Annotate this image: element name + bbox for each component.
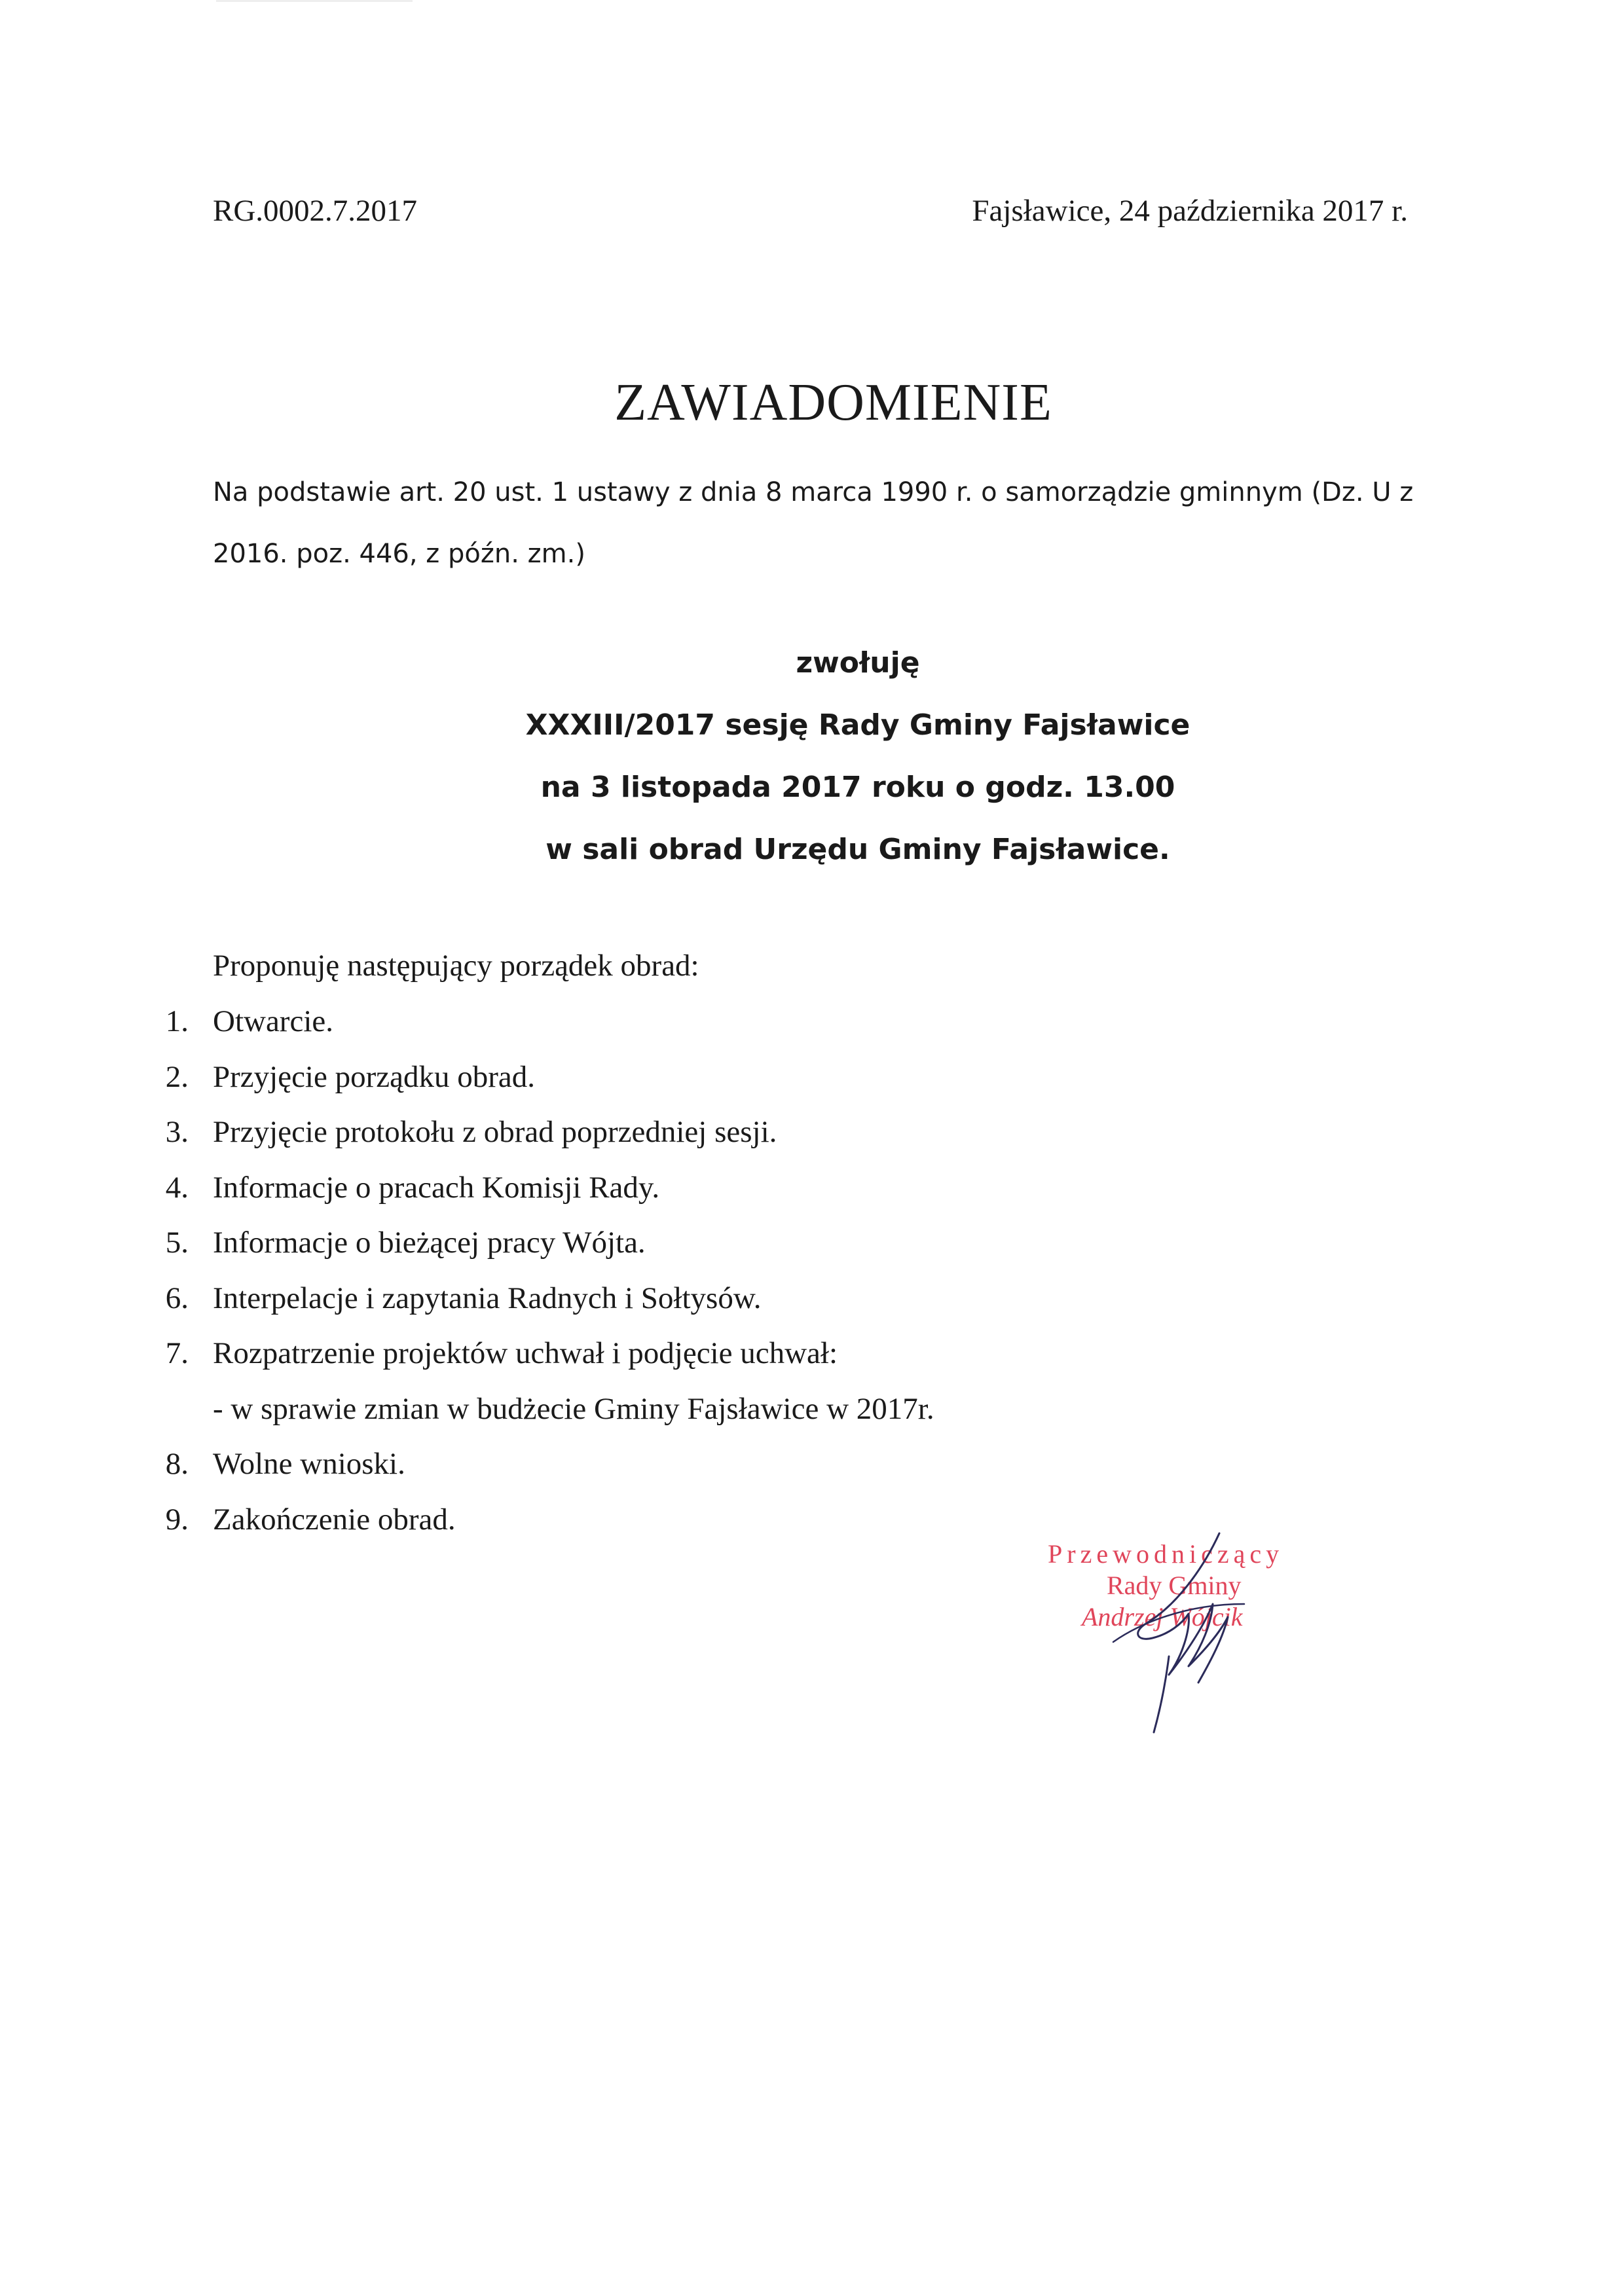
stamp-name: Andrzej Wójcik [1082,1602,1243,1631]
agenda-item [156,1112,1400,1168]
document-title: ZAWIADOMIENIE [614,374,1052,431]
agenda-list [156,1002,1400,1555]
agenda-item-number: 9. [165,1502,189,1537]
agenda-item-number: 5. [165,1226,189,1260]
agenda-item [156,1279,1400,1334]
session-name: XXXIII/2017 sesję Rady Gminy Fajsławice [525,708,1190,742]
agenda-item-text: Informacje o pracach Komisji Rady. [213,1170,660,1205]
agenda-item-number: 2. [165,1059,189,1094]
session-location: w sali obrad Urzędu Gminy Fajsławice. [545,833,1170,866]
convocation-verb: zwołuję [796,646,920,680]
reference-number: RG.0002.7.2017 [213,194,418,228]
agenda-item-text: Interpelacje i zapytania Radnych i Sołtysów. [213,1281,762,1315]
agenda-item-text: Zakończenie obrad. [213,1502,456,1537]
agenda-item-text: Przyjęcie protokołu z obrad poprzedniej sesji. [213,1115,777,1149]
agenda-item [156,1057,1400,1113]
agenda-item [156,1223,1400,1279]
agenda-item [156,1168,1400,1224]
agenda-item-text: Informacje o bieżącej pracy Wójta. [213,1226,646,1260]
agenda-item-number: 4. [165,1170,189,1205]
agenda-item [156,1002,1400,1057]
handwritten-signature [1048,1525,1323,1735]
convocation-block [0,632,1624,881]
agenda-item-number: 1. [165,1004,189,1038]
agenda-item-number: 6. [165,1281,189,1315]
agenda-item-text: Wolne wnioski. [213,1447,405,1481]
stamp-title: Przewodniczący [1048,1539,1284,1569]
agenda-item [156,1444,1400,1500]
agenda-item-text: - w sprawie zmian w budżecie Gminy Fajsławice w 2017r. [213,1391,934,1426]
agenda-item-number: 3. [165,1115,189,1149]
chairman-stamp [1048,1525,1323,1735]
agenda-item-text: Otwarcie. [213,1004,333,1038]
agenda-item-number: 8. [165,1447,189,1481]
scan-artifact [216,0,413,2]
stamp-council: Rady Gminy [1107,1571,1242,1600]
agenda-item-number: 7. [165,1336,189,1370]
legal-basis: Na podstawie art. 20 ust. 1 ustawy z dnia 8 marca 1990 r. o samorządzie gminnym (Dz. U z 2016. poz. 446, z późn. zm.) [213,477,1414,569]
agenda-item-text: Rozpatrzenie projektów uchwał i podjęcie uchwał: [213,1336,838,1370]
place-and-date: Fajsławice, 24 października 2017 r. [972,194,1408,228]
agenda-intro: Proponuję następujący porządek obrad: [213,949,699,983]
agenda-subitem [156,1389,1400,1445]
agenda-item [156,1334,1400,1389]
agenda-item-text: Przyjęcie porządku obrad. [213,1059,535,1094]
session-date-time: na 3 listopada 2017 roku o godz. 13.00 [540,771,1175,804]
